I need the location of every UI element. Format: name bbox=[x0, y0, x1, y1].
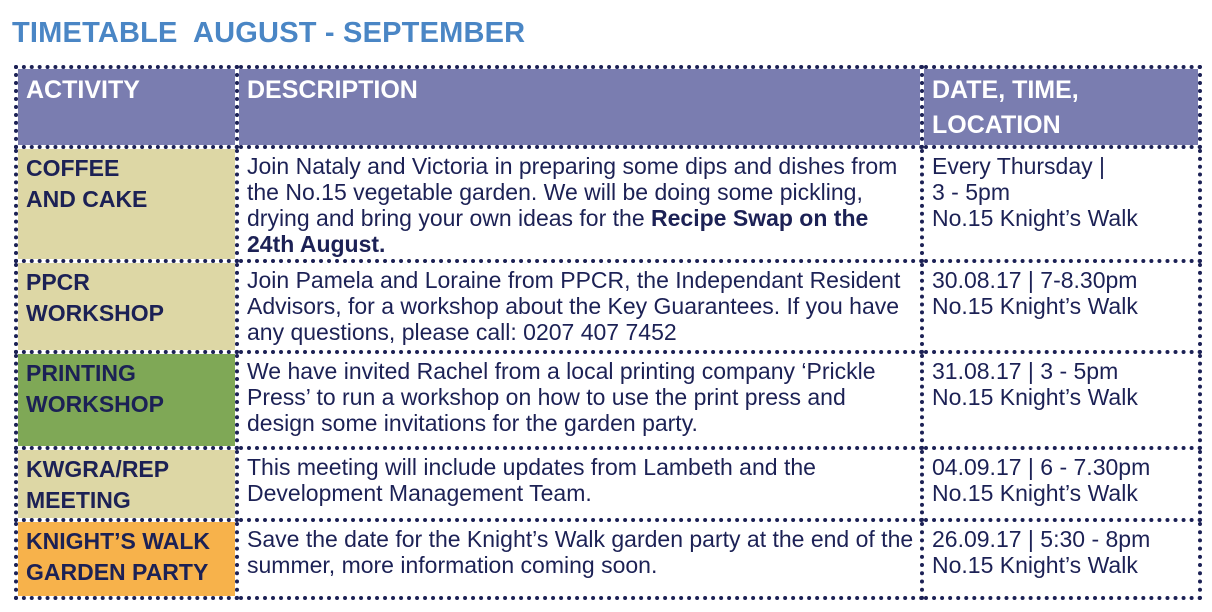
activity-name-line2: GARDEN PARTY bbox=[26, 559, 209, 585]
activity-name-line1: KWGRA/REP bbox=[26, 456, 170, 482]
when-line2: No.15 Knight’s Walk bbox=[932, 552, 1138, 578]
activity-name-line2: WORKSHOP bbox=[26, 300, 164, 326]
activity-cell bbox=[16, 448, 237, 520]
activity-name-line2: WORKSHOP bbox=[26, 391, 164, 417]
timetable bbox=[14, 65, 1202, 600]
description-text: We have invited Rachel from a local printing company ‘Prickle Press’ to run a workshop on how to use the print press and design some invitations for the garden party. bbox=[247, 358, 876, 436]
column-header-activity: ACTIVITY bbox=[16, 67, 237, 147]
when-cell bbox=[922, 448, 1200, 520]
description-cell bbox=[237, 352, 922, 448]
column-header-when-line1: DATE, TIME, bbox=[932, 76, 1079, 104]
table-row bbox=[16, 352, 1200, 448]
when-cell bbox=[922, 352, 1200, 448]
column-header-when-line2: LOCATION bbox=[932, 111, 1061, 139]
activity-cell bbox=[16, 352, 237, 448]
activity-cell bbox=[16, 520, 237, 598]
activity-name-line1: COFFEE bbox=[26, 155, 120, 181]
table-row bbox=[16, 147, 1200, 261]
when-line1: 30.08.17 | 7-8.30pm bbox=[932, 267, 1138, 293]
when-line1: 26.09.17 | 5:30 - 8pm bbox=[932, 526, 1151, 552]
when-cell bbox=[922, 261, 1200, 352]
column-header-when bbox=[922, 67, 1200, 147]
description-cell bbox=[237, 520, 922, 598]
when-line2: No.15 Knight’s Walk bbox=[932, 384, 1138, 410]
description-text: Save the date for the Knight’s Walk garden party at the end of the summer, more information coming soon. bbox=[247, 526, 914, 578]
description-text: Join Pamela and Loraine from PPCR, the Independant Resident Advisors, for a workshop about the Key Guarantees. If you have any questions, please call: 0207 407 7452 bbox=[247, 267, 901, 345]
description-text: This meeting will include updates from Lambeth and the Development Management Team. bbox=[247, 454, 816, 506]
when-line2: 3 - 5pm bbox=[932, 179, 1010, 205]
table-row bbox=[16, 520, 1200, 598]
activity-name-line1: PRINTING bbox=[26, 360, 136, 386]
description-highlight: Recipe Swap on the 24th August. bbox=[247, 205, 869, 257]
description-text: Join Nataly and Victoria in preparing some dips and dishes from the No.15 vegetable garden. We will be doing some pickling, drying and bring your own ideas for the bbox=[247, 153, 898, 231]
when-line1: 31.08.17 | 3 - 5pm bbox=[932, 358, 1119, 384]
when-line2: No.15 Knight’s Walk bbox=[932, 480, 1138, 506]
header-row bbox=[16, 67, 1200, 147]
activity-name-line1: KNIGHT’S WALK bbox=[26, 528, 210, 554]
description-cell bbox=[237, 448, 922, 520]
activity-cell bbox=[16, 147, 237, 261]
page-title: TIMETABLE AUGUST - SEPTEMBER bbox=[12, 17, 526, 49]
when-line1: 04.09.17 | 6 - 7.30pm bbox=[932, 454, 1151, 480]
activity-name-line1: PPCR bbox=[26, 269, 90, 295]
when-line3: No.15 Knight’s Walk bbox=[932, 205, 1138, 231]
description-cell bbox=[237, 147, 922, 261]
table-row bbox=[16, 261, 1200, 352]
when-cell bbox=[922, 520, 1200, 598]
column-header-description: DESCRIPTION bbox=[237, 67, 922, 147]
when-cell bbox=[922, 147, 1200, 261]
activity-name-line2: MEETING bbox=[26, 487, 131, 513]
table-row bbox=[16, 448, 1200, 520]
when-line2: No.15 Knight’s Walk bbox=[932, 293, 1138, 319]
when-line1: Every Thursday | bbox=[932, 153, 1106, 179]
activity-cell bbox=[16, 261, 237, 352]
activity-name-line2: AND CAKE bbox=[26, 186, 148, 212]
description-cell bbox=[237, 261, 922, 352]
